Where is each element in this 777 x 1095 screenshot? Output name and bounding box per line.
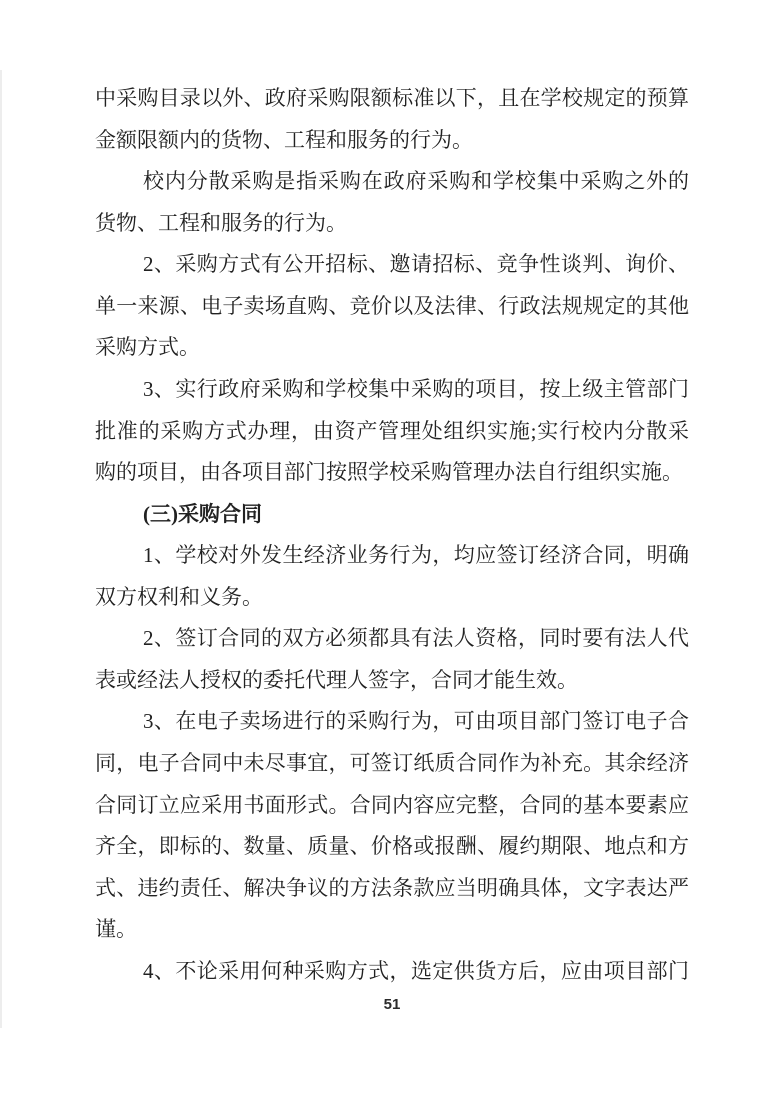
- page-number: 51: [383, 996, 401, 1013]
- document-line: 校内分散采购是指采购在政府采购和学校集中采购之外的: [143, 169, 689, 194]
- document-line: 购的项目，由各项目部门按照学校采购管理办法自行组织实施。: [95, 460, 683, 485]
- document-line: 谨。: [95, 917, 137, 942]
- document-line: 采购方式。: [95, 335, 200, 360]
- document-line: 双方权利和义务。: [95, 584, 263, 609]
- document-line: 货物、工程和服务的行为。: [95, 210, 347, 235]
- document-line: 4、不论采用何种采购方式，选定供货方后，应由项目部门: [143, 958, 689, 983]
- document-line: 批准的采购方式办理，由资产管理处组织实施;实行校内分散采: [95, 418, 689, 443]
- document-text: [95, 78, 689, 992]
- document-line: 齐全，即标的、数量、质量、价格或报酬、履约期限、地点和方: [95, 834, 689, 859]
- document-line: 3、在电子卖场进行的采购行为，可由项目部门签订电子合: [143, 709, 689, 734]
- document-line: 2、签订合同的双方必须都具有法人资格，同时要有法人代: [143, 626, 689, 651]
- section-heading: (三)采购合同: [143, 501, 262, 526]
- document-line: 单一来源、电子卖场直购、竞价以及法律、行政法规规定的其他: [95, 293, 689, 318]
- document-line: 1、学校对外发生经济业务行为，均应签订经济合同，明确: [143, 543, 689, 568]
- document-line: 表或经法人授权的委托代理人签字，合同才能生效。: [95, 667, 578, 692]
- page-left-edge-line: [0, 70, 2, 1028]
- document-line: 3、实行政府采购和学校集中采购的项目，按上级主管部门: [143, 376, 689, 401]
- document-line: 金额限额内的货物、工程和服务的行为。: [95, 127, 473, 152]
- document-line: 同，电子合同中未尽事宜，可签订纸质合同作为补充。其余经济: [95, 751, 689, 775]
- document-line: 式、违约责任、解决争议的方法条款应当明确具体，文字表达严: [95, 875, 689, 900]
- document-line: 中采购目录以外、政府采购限额标准以下，且在学校规定的预算: [95, 86, 689, 110]
- document-line: 2、采购方式有公开招标、邀请招标、竞争性谈判、询价、: [143, 252, 689, 277]
- document-line: 合同订立应采用书面形式。合同内容应完整，合同的基本要素应: [95, 792, 689, 817]
